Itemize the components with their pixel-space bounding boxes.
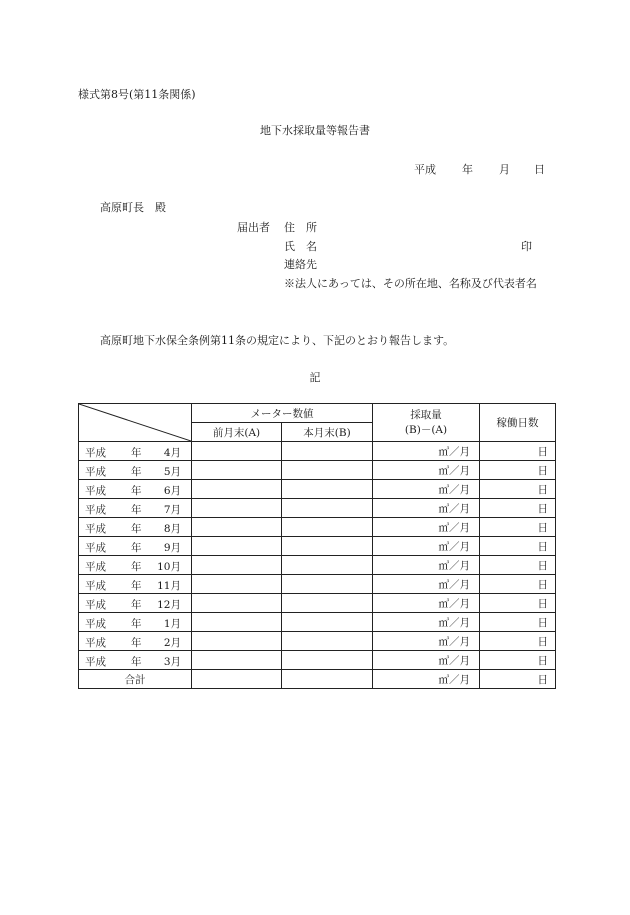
era-label: 平成 [85, 656, 106, 668]
month-label: 7月 [163, 504, 181, 516]
prev-month-value-cell[interactable] [192, 480, 282, 499]
seal-mark: 印 [521, 240, 532, 253]
year-label: 年 [131, 637, 142, 649]
table-row [79, 537, 556, 556]
month-label: 4月 [163, 447, 181, 459]
date-era: 平成 [414, 163, 436, 176]
table-row [79, 613, 556, 632]
year-label: 年 [131, 523, 142, 535]
operating-days-cell[interactable]: 日 [480, 499, 556, 518]
operating-days-cell[interactable]: 日 [480, 556, 556, 575]
prev-month-value-cell[interactable] [192, 518, 282, 537]
extraction-header-line1: 採取量 [410, 408, 442, 421]
operating-days-total-cell[interactable]: 日 [480, 670, 556, 689]
prev-month-total-cell[interactable] [192, 670, 282, 689]
prev-month-value-cell[interactable] [192, 442, 282, 461]
this-month-value-cell[interactable] [282, 499, 373, 518]
this-month-value-cell[interactable] [282, 594, 373, 613]
year-label: 年 [131, 466, 142, 478]
table-row [79, 461, 556, 480]
this-month-value-cell[interactable] [282, 442, 373, 461]
operating-days-cell[interactable]: 日 [480, 480, 556, 499]
operating-days-header: 稼働日数 [480, 404, 556, 442]
month-label: 6月 [163, 485, 181, 497]
month-label: 3月 [163, 656, 181, 668]
month-label: 11月 [157, 580, 181, 592]
era-label: 平成 [85, 637, 106, 649]
meter-value-header: メーター数値 [192, 404, 373, 423]
month-label-cell [79, 594, 192, 613]
diagonal-line [79, 404, 191, 441]
operating-days-cell[interactable]: 日 [480, 632, 556, 651]
table-row [79, 575, 556, 594]
year-label: 年 [131, 580, 142, 592]
prev-month-value-cell[interactable] [192, 499, 282, 518]
month-label: 5月 [163, 466, 181, 478]
table-row [79, 651, 556, 670]
era-label: 平成 [85, 542, 106, 554]
month-label-cell [79, 537, 192, 556]
date-year: 年 [462, 163, 473, 176]
era-label: 平成 [85, 618, 106, 630]
total-row [79, 670, 556, 689]
this-month-value-cell[interactable] [282, 632, 373, 651]
extraction-volume-cell[interactable]: ㎥／月 [373, 556, 480, 575]
extraction-volume-cell[interactable]: ㎥／月 [373, 442, 480, 461]
extraction-header [373, 404, 480, 442]
prev-month-value-cell[interactable] [192, 632, 282, 651]
ki-heading: 記 [309, 371, 321, 384]
operating-days-cell[interactable]: 日 [480, 461, 556, 480]
operating-days-cell[interactable]: 日 [480, 537, 556, 556]
total-label: 合計 [79, 670, 192, 689]
month-label: 9月 [163, 542, 181, 554]
corporation-note: ※法人にあっては、その所在地、名称及び代表者名 [284, 277, 537, 290]
prev-month-value-cell[interactable] [192, 613, 282, 632]
extraction-volume-cell[interactable]: ㎥／月 [373, 480, 480, 499]
year-label: 年 [131, 504, 142, 516]
operating-days-cell[interactable]: 日 [480, 651, 556, 670]
table-row [79, 556, 556, 575]
extraction-volume-cell[interactable]: ㎥／月 [373, 632, 480, 651]
operating-days-cell[interactable]: 日 [480, 442, 556, 461]
year-label: 年 [131, 447, 142, 459]
name-label: 氏 名 [284, 240, 317, 253]
diagonal-header-cell [79, 404, 192, 442]
this-month-value-cell[interactable] [282, 651, 373, 670]
prev-month-value-cell[interactable] [192, 556, 282, 575]
table-row [79, 480, 556, 499]
era-label: 平成 [85, 523, 106, 535]
era-label: 平成 [85, 447, 106, 459]
year-label: 年 [131, 618, 142, 630]
year-label: 年 [131, 485, 142, 497]
month-label: 8月 [163, 523, 181, 535]
this-month-value-cell[interactable] [282, 518, 373, 537]
form-number: 様式第8号(第11条関係) [78, 88, 196, 101]
table-row [79, 442, 556, 461]
operating-days-cell[interactable]: 日 [480, 575, 556, 594]
year-label: 年 [131, 656, 142, 668]
month-label-cell [79, 556, 192, 575]
this-month-value-cell[interactable] [282, 556, 373, 575]
month-label-cell [79, 518, 192, 537]
month-label-cell [79, 575, 192, 594]
extraction-volume-cell[interactable]: ㎥／月 [373, 461, 480, 480]
month-label: 10月 [157, 561, 181, 573]
operating-days-cell[interactable]: 日 [480, 594, 556, 613]
era-label: 平成 [85, 485, 106, 497]
address-label: 住 所 [284, 221, 317, 234]
era-label: 平成 [85, 561, 106, 573]
table-row [79, 499, 556, 518]
contact-label: 連絡先 [284, 258, 317, 271]
operating-days-cell[interactable]: 日 [480, 518, 556, 537]
year-label: 年 [131, 599, 142, 611]
extraction-volume-cell[interactable]: ㎥／月 [373, 594, 480, 613]
month-label-cell [79, 442, 192, 461]
month-label-cell [79, 632, 192, 651]
month-label: 1月 [163, 618, 181, 630]
month-label: 12月 [157, 599, 181, 611]
table-row [79, 632, 556, 651]
this-month-value-cell[interactable] [282, 461, 373, 480]
month-label-cell [79, 613, 192, 632]
era-label: 平成 [85, 466, 106, 478]
this-month-value-cell[interactable] [282, 480, 373, 499]
extraction-volume-cell[interactable]: ㎥／月 [373, 499, 480, 518]
prev-month-value-cell[interactable] [192, 537, 282, 556]
operating-days-cell[interactable]: 日 [480, 613, 556, 632]
era-label: 平成 [85, 599, 106, 611]
month-label-cell [79, 499, 192, 518]
extraction-volume-cell[interactable]: ㎥／月 [373, 518, 480, 537]
table-row [79, 518, 556, 537]
table-row [79, 594, 556, 613]
this-month-header: 本月末(B) [282, 423, 373, 442]
extraction-volume-cell[interactable]: ㎥／月 [373, 651, 480, 670]
addressee: 高原町長 殿 [100, 201, 166, 214]
year-label: 年 [131, 542, 142, 554]
month-label-cell [79, 480, 192, 499]
extraction-volume-cell[interactable]: ㎥／月 [373, 613, 480, 632]
this-month-value-cell[interactable] [282, 537, 373, 556]
extraction-volume-cell[interactable]: ㎥／月 [373, 537, 480, 556]
date-month: 月 [499, 163, 510, 176]
prev-month-header: 前月末(A) [192, 423, 282, 442]
report-statement: 高原町地下水保全条例第11条の規定により、下記のとおり報告します。 [100, 334, 455, 347]
extraction-total-cell[interactable]: ㎥／月 [373, 670, 480, 689]
date-day: 日 [534, 163, 545, 176]
year-label: 年 [131, 561, 142, 573]
prev-month-value-cell[interactable] [192, 461, 282, 480]
this-month-total-cell[interactable] [282, 670, 373, 689]
month-label: 2月 [163, 637, 181, 649]
month-label-cell [79, 461, 192, 480]
submitter-label: 届出者 [237, 221, 270, 234]
this-month-value-cell[interactable] [282, 575, 373, 594]
prev-month-value-cell[interactable] [192, 575, 282, 594]
prev-month-value-cell[interactable] [192, 651, 282, 670]
month-label-cell [79, 651, 192, 670]
extraction-header-line2: (B)－(A) [404, 423, 448, 436]
prev-month-value-cell[interactable] [192, 594, 282, 613]
extraction-volume-cell[interactable]: ㎥／月 [373, 575, 480, 594]
era-label: 平成 [85, 504, 106, 516]
this-month-value-cell[interactable] [282, 613, 373, 632]
era-label: 平成 [85, 580, 106, 592]
report-table [78, 403, 556, 689]
document-title: 地下水採取量等報告書 [260, 124, 370, 137]
